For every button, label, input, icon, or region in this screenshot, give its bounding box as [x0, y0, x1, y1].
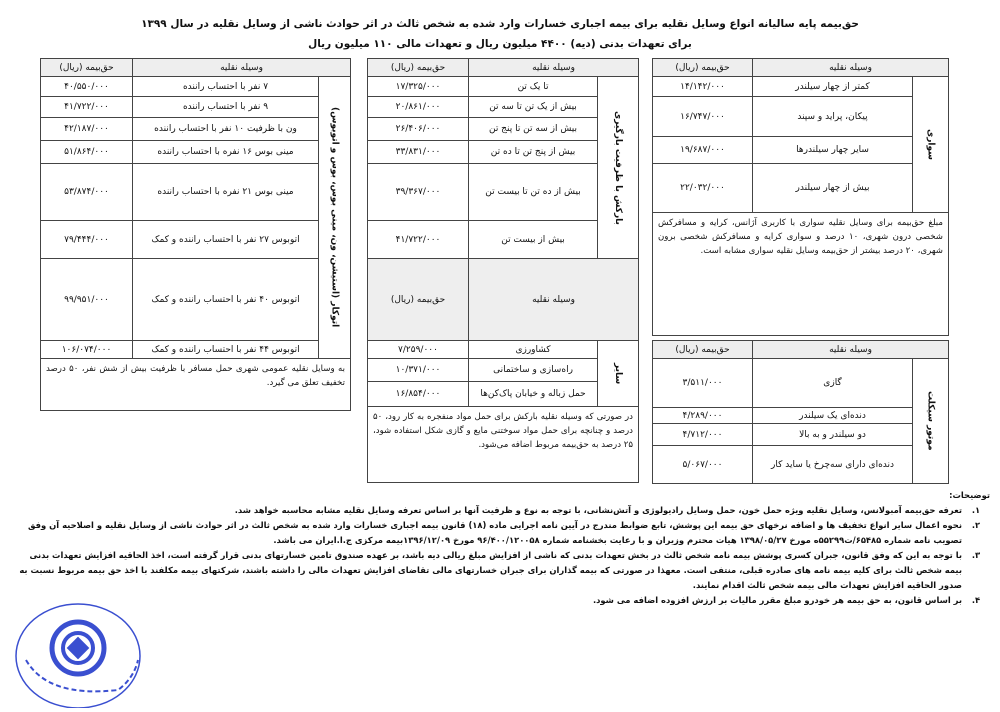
premium-value: ۱۴/۱۴۲/۰۰۰: [652, 76, 753, 97]
header-vehicle: وسیله نقلیه: [752, 340, 949, 359]
vehicle-type: کشاورزی: [468, 340, 598, 359]
note-number: ۳.: [971, 550, 981, 560]
vehicle-type: بیش از بیست تن: [468, 220, 598, 259]
vehicle-type: ۷ نفر با احتساب راننده: [132, 76, 319, 97]
vehicle-type: بیش از پنج تن تا ده تن: [468, 140, 598, 164]
category-label: سواری: [925, 128, 936, 160]
header-vehicle: وسیله نقلیه: [752, 58, 949, 77]
premium-value: ۲۰/۸۶۱/۰۰۰: [367, 96, 469, 118]
vehicle-type: اتوبوس ۴۰ نفر با احتساب راننده و کمک: [132, 258, 319, 341]
premium-value: ۴/۷۱۲/۰۰۰: [652, 423, 753, 446]
category-label: اتوکار (استیشن، ون، مینی بوس، بوس و اتوبوس): [329, 107, 340, 328]
category-cell: [318, 76, 351, 359]
category-cell: [597, 340, 639, 407]
vehicle-type: حمل زباله و خیابان پاک‌کن‌ها: [468, 381, 598, 407]
note-item: [10, 548, 990, 593]
vehicle-type: مینی بوس ۲۱ نفره با احتساب راننده: [132, 163, 319, 221]
note-item: [10, 503, 990, 518]
header-premium: حق‌بیمه (ریال): [367, 258, 469, 341]
premium-value: ۷۹/۴۴۴/۰۰۰: [40, 220, 133, 259]
header-vehicle: وسیله نقلیه: [468, 258, 639, 341]
header-vehicle: وسیله نقلیه: [468, 58, 639, 77]
vehicle-type: تا یک تن: [468, 76, 598, 97]
vehicle-type: ون با ظرفیت ۱۰ نفر با احتساب راننده: [132, 117, 319, 141]
notes-section: [10, 488, 990, 608]
header-premium: حق‌بیمه (ریال): [40, 58, 133, 77]
note-number: ۲.: [971, 520, 981, 530]
vehicle-type: ۹ نفر با احتساب راننده: [132, 96, 319, 118]
header-premium: حق‌بیمه (ریال): [652, 58, 753, 77]
premium-value: ۵۳/۸۷۴/۰۰۰: [40, 163, 133, 221]
note-item: [10, 518, 990, 548]
vehicle-type: گازی: [752, 358, 913, 408]
notes-title: توضیحات:: [949, 490, 990, 500]
premium-value: ۴۲/۱۸۷/۰۰۰: [40, 117, 133, 141]
header-premium: حق‌بیمه (ریال): [367, 58, 469, 77]
premium-value: ۱۷/۳۲۵/۰۰۰: [367, 76, 469, 97]
premium-value: ۴/۲۸۹/۰۰۰: [652, 407, 753, 424]
header-premium: حق‌بیمه (ریال): [652, 340, 753, 359]
central-insurance-stamp: [8, 598, 148, 712]
page-subtitle: برای تعهدات بدنی (دیه) ۴۴۰۰ میلیون ریال و تعهدات مالی ۱۱۰ میلیون ریال: [308, 38, 692, 50]
vehicle-type: اتوبوس ۲۷ نفر با احتساب راننده و کمک: [132, 220, 319, 259]
vehicle-type: کمتر از چهار سیلندر: [752, 76, 913, 97]
header-vehicle: وسیله نقلیه: [132, 58, 351, 77]
category-label: بارکش با ظرفیت بارگیری: [613, 110, 623, 225]
vehicle-type: سایر چهار سیلندرها: [752, 136, 913, 164]
premium-value: ۹۹/۹۵۱/۰۰۰: [40, 258, 133, 341]
category-label: سایر: [613, 362, 623, 385]
table-note: به وسایل نقلیه عمومی شهری حمل مسافر با ظرفیت بیش از شش نفر، ۵۰ درصد تخفیف تعلق می گیرد.: [40, 358, 351, 411]
premium-value: ۱۶/۷۴۷/۰۰۰: [652, 96, 753, 137]
premium-value: ۴۱/۷۲۲/۰۰۰: [40, 96, 133, 118]
vehicle-type: اتوبوس ۴۴ نفر با احتساب راننده و کمک: [132, 340, 319, 359]
premium-value: ۳/۵۱۱/۰۰۰: [652, 358, 753, 408]
vehicle-type: مینی بوس ۱۶ نفره با احتساب راننده: [132, 140, 319, 164]
note-text: تعرفه حق‌بیمه آمبولانس، وسایل نقلیه ویژه حمل خون، حمل وسایل رادیولوژی و آتش‌نشانی، با توجه به نوع و ظرفیت آنها بر اساس تعرفه وسایل نقلیه مشابه محاسبه خواهد شد.: [234, 505, 962, 515]
vehicle-type: بیش از سه تن تا پنج تن: [468, 117, 598, 141]
note-item: [10, 593, 990, 608]
vehicle-type: راه‌سازی و ساختمانی: [468, 358, 598, 382]
premium-value: ۱۶/۸۵۴/۰۰۰: [367, 381, 469, 407]
premium-value: ۵۱/۸۶۴/۰۰۰: [40, 140, 133, 164]
vehicle-type: دو سیلندر و به بالا: [752, 423, 913, 446]
vehicle-type: دنده‌ای یک سیلندر: [752, 407, 913, 424]
page-title: حق‌بیمه پایه سالیانه انواع وسایل نقلیه برای بیمه اجباری خسارات وارد شده به شخص ثالث در اثر حوادث ناشی از وسایل نقلیه در سال ۱۳۹۹: [141, 18, 859, 30]
premium-value: ۳۳/۸۳۱/۰۰۰: [367, 140, 469, 164]
vehicle-type: پیکان، پراید و سپند: [752, 96, 913, 137]
note-number: ۴.: [971, 595, 981, 605]
premium-value: ۱۰۶/۰۷۴/۰۰۰: [40, 340, 133, 359]
premium-value: ۱۹/۶۸۷/۰۰۰: [652, 136, 753, 164]
premium-value: ۱۰/۳۷۱/۰۰۰: [367, 358, 469, 382]
premium-value: ۵/۰۶۷/۰۰۰: [652, 445, 753, 484]
note-text: با توجه به این که وفق قانون، جبران کسری پوشش بیمه نامه شخص ثالث در بخش تعهدات بدنی که ناشی از افزایش مبلغ ریالی دیه باشد، بر عهده صندوق تامین خسارتهای بدنی قرار گرفته است، اخذ الحاقیه افزایش تعهدات بدنی بیمه شخص ثالث برای کلیه بیمه نامه های صادره قبلی، منتفی است. معهذا در صورتی که بیمه گذاران برای جبران خسارتهای مالی تقاضای افزایش تعهدات مالی را داشته باشند، شرکتهای بیمه مکلفند با اخذ حق بیمه مربوط نسبت به صدور الحاقیه افزایش تعهدات مالی بیمه شخص ثالث اقدام نمایند.: [19, 550, 962, 590]
vehicle-type: بیش از ده تن تا بیست تن: [468, 163, 598, 221]
note-text: نحوه اعمال سایر انواع تخفیف ها و اضافه نرخهای حق بیمه این پوشش، تابع ضوابط مندرج در آیین نامه اجرایی ماده (۱۸) قانون بیمه اجباری خسارات وارد شده به شخص ثالث در اثر حوادث ناشی از وسایل نقلیه و اصلاحیه آن وفق تصویب نامه شماره ۶۵۴۸۵/ت۵۵۲۹۹ه مورخ ۱۳۹۸/۰۵/۲۷ هیات محترم وزیران و با رعایت بخشنامه شماره ۹۶/۴۰۰/۱۲۰۰۵۸ مورخ ۱۳۹۶/۱۲/۰۹بیمه مرکزی ج.ا.ایران می باشد.: [27, 520, 962, 545]
premium-value: ۴۰/۵۵۰/۰۰۰: [40, 76, 133, 97]
premium-value: ۲۲/۰۳۲/۰۰۰: [652, 163, 753, 213]
vehicle-type: دنده‌ای دارای سه‌چرخ یا ساید کار: [752, 445, 913, 484]
category-cell: [597, 76, 639, 259]
premium-value: ۷/۲۵۹/۰۰۰: [367, 340, 469, 359]
table-note: مبلغ حق‌بیمه برای وسایل نقلیه سواری با کاربری آژانس، کرایه و مسافرکش شخصی درون شهری، ۱۰ درصد و سواری کرایه و مسافرکش شخصی برون شهری، ۲۰ درصد بیشتر از حق‌بیمه وسایل نقلیه سواری مشابه است.: [652, 212, 949, 336]
category-cell: [912, 76, 949, 213]
premium-value: ۲۶/۴۰۶/۰۰۰: [367, 117, 469, 141]
table-note: در صورتی که وسیله نقلیه بارکش برای حمل مواد منفجره به کار رود، ۵۰ درصد و چنانچه برای حمل مواد سوختنی مایع و گازی شکل استفاده شود، ۲۵ درصد به حق‌بیمه مربوط اضافه می‌شود.: [367, 406, 639, 483]
premium-value: ۳۹/۳۶۷/۰۰۰: [367, 163, 469, 221]
category-cell: [912, 358, 949, 484]
vehicle-type: بیش از چهار سیلندر: [752, 163, 913, 213]
note-text: بر اساس قانون، به حق بیمه هر خودرو مبلغ مقرر مالیات بر ارزش افزوده اضافه می شود.: [592, 595, 962, 605]
premium-value: ۴۱/۷۲۲/۰۰۰: [367, 220, 469, 259]
category-label: موتور سیکلت: [925, 391, 936, 451]
vehicle-type: بیش از یک تن تا سه تن: [468, 96, 598, 118]
note-number: ۱.: [971, 505, 981, 515]
